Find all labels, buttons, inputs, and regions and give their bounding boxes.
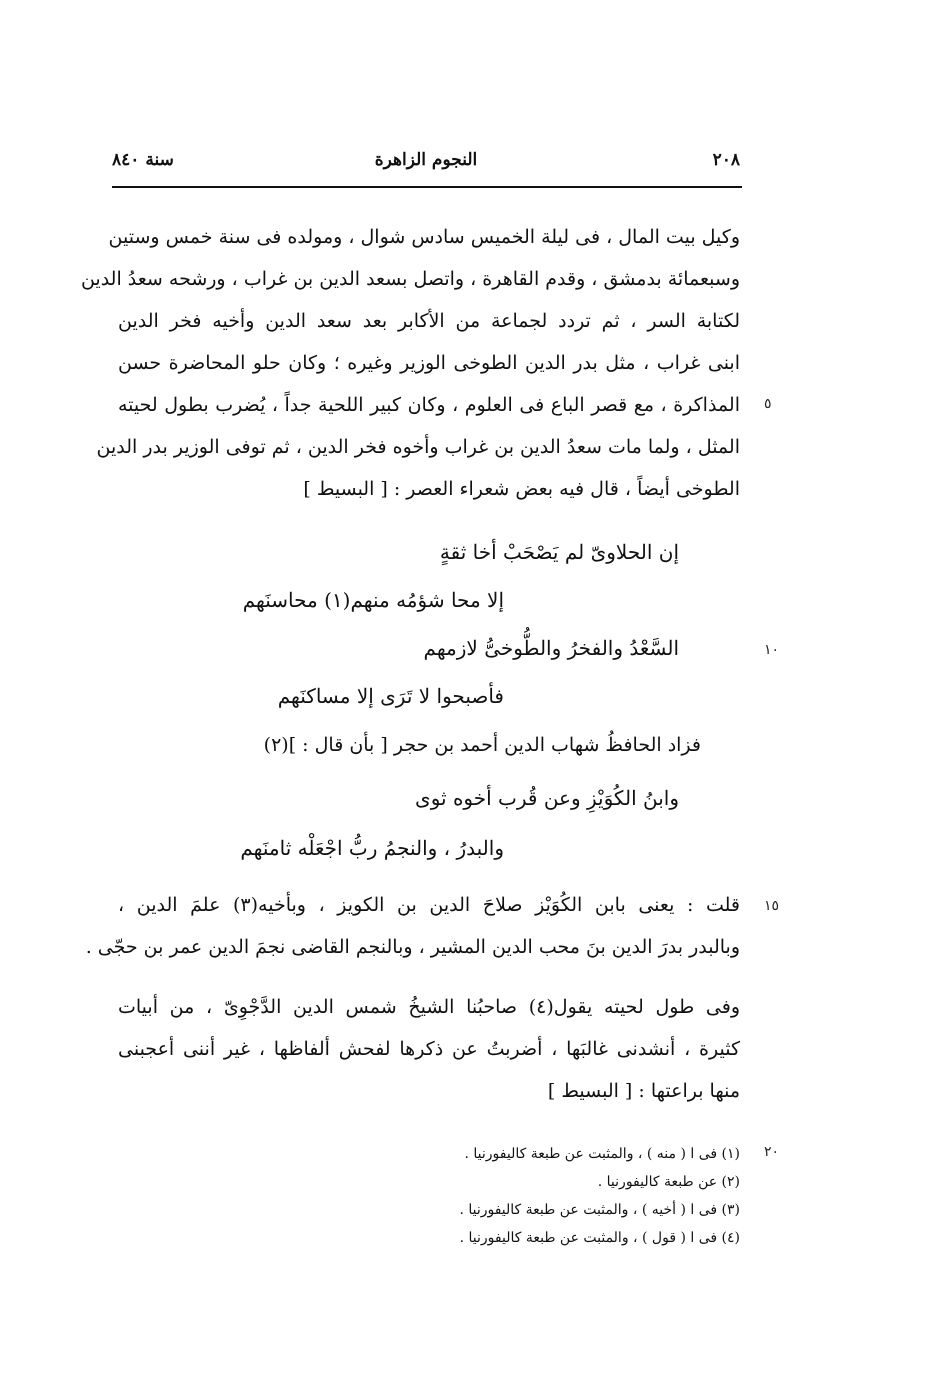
- page-number: ٢٠٨: [712, 150, 740, 170]
- text-line: المذاكرة ، مع قصر الباع فى العلوم ، وكان كبير اللحية جداً ، يُضرب بطول لحيته: [118, 394, 740, 416]
- text-line: المثل ، ولما مات سعدُ الدين بن غراب وأخوه فخر الدين ، ثم توفى الوزير بدر الدين: [96, 436, 740, 458]
- text-line: قلت : يعنى بابن الكُوَيْز صلاحَ الدين بن الكويز ، وبأخيه(٣) علمَ الدين ،: [118, 894, 740, 916]
- verse-hemistich: السَّعْدُ والفخرُ والطُّوخىُّ لازمهم: [423, 636, 679, 660]
- text-line: وكيل بيت المال ، فى ليلة الخميس سادس شوال ، ومولده فى سنة خمس وستين: [108, 226, 740, 248]
- verse-hemistich: إن الحلاوىّ لم يَصْحَبْ أخا ثقةٍ: [439, 540, 679, 564]
- header-rule: [112, 186, 742, 188]
- text-line: وبالبدر بدرَ الدين بنَ محب الدين المشير ، وبالنجم القاضى نجمَ الدين عمر بن حجّى .: [85, 936, 740, 958]
- running-header: [112, 150, 740, 180]
- footnote: (٢) عن طبعة كاليفورنيا .: [597, 1174, 740, 1190]
- text-line: الطوخى أيضاً ، قال فيه بعض شعراء العصر : [ البسيط ]: [303, 478, 740, 500]
- text-line: لكتابة السر ، ثم تردد لجماعة من الأكابر بعد سعد الدين وأخيه فخر الدين: [118, 310, 740, 332]
- paragraph-1: [80, 216, 740, 510]
- book-title: النجوم الزاهرة: [374, 150, 478, 170]
- year-label: سنة ٨٤٠: [112, 150, 174, 170]
- margin-line-number: ١٠: [764, 642, 780, 658]
- verse-hemistich: إلا محا شؤمُه منهم(١) محاسنَهم: [242, 588, 504, 612]
- footnote: (٣) فى ا ( أخيه ) ، والمثبت عن طبعة كاليفورنيا .: [459, 1202, 740, 1218]
- footnote: (١) فى ا ( منه ) ، والمثبت عن طبعة كاليفورنيا .: [464, 1146, 740, 1162]
- margin-line-number: ٢٠: [764, 1144, 780, 1160]
- text-line: منها براعتها : [ البسيط ]: [547, 1080, 740, 1102]
- margin-line-number: ١٥: [764, 898, 780, 914]
- verse-hemistich: وابنُ الكُوَيْزِ وعن قُرب أخوه ثوى: [415, 786, 679, 810]
- footnotes: [380, 1140, 740, 1252]
- text-line: ابنى غراب ، مثل بدر الدين الطوخى الوزير وغيره ؛ وكان حلو المحاضرة حسن: [118, 352, 740, 374]
- paragraph-2: [85, 884, 740, 968]
- paragraph-3: [118, 986, 740, 1112]
- verse-intro-line: فزاد الحافظُ شهاب الدين أحمد بن حجر [ بأن قال : ](٢): [263, 734, 701, 756]
- margin-line-number: ٥: [764, 396, 772, 412]
- verse-hemistich: والبدرُ ، والنجمُ ربُّ اجْعَلْه ثامنَهم: [240, 836, 504, 860]
- text-line: وفى طول لحيته يقول(٤) صاحبُنا الشيخُ شمس الدين الدَّجْوِىّ ، من أبيات: [118, 996, 740, 1018]
- verse-hemistich: فأصبحوا لا تَرَى إلا مساكنَهم: [277, 684, 504, 708]
- text-line: كثيرة ، أنشدنى غالبَها ، أضربتُ عن ذكرها لفحش ألفاظها ، غير أننى أعجبنى: [118, 1038, 740, 1060]
- footnote: (٤) فى ا ( قول ) ، والمثبت عن طبعة كاليفورنيا .: [459, 1230, 740, 1246]
- text-line: وسبعمائة بدمشق ، وقدم القاهرة ، واتصل بسعد الدين بن غراب ، ورشحه سعدُ الدين: [80, 268, 740, 290]
